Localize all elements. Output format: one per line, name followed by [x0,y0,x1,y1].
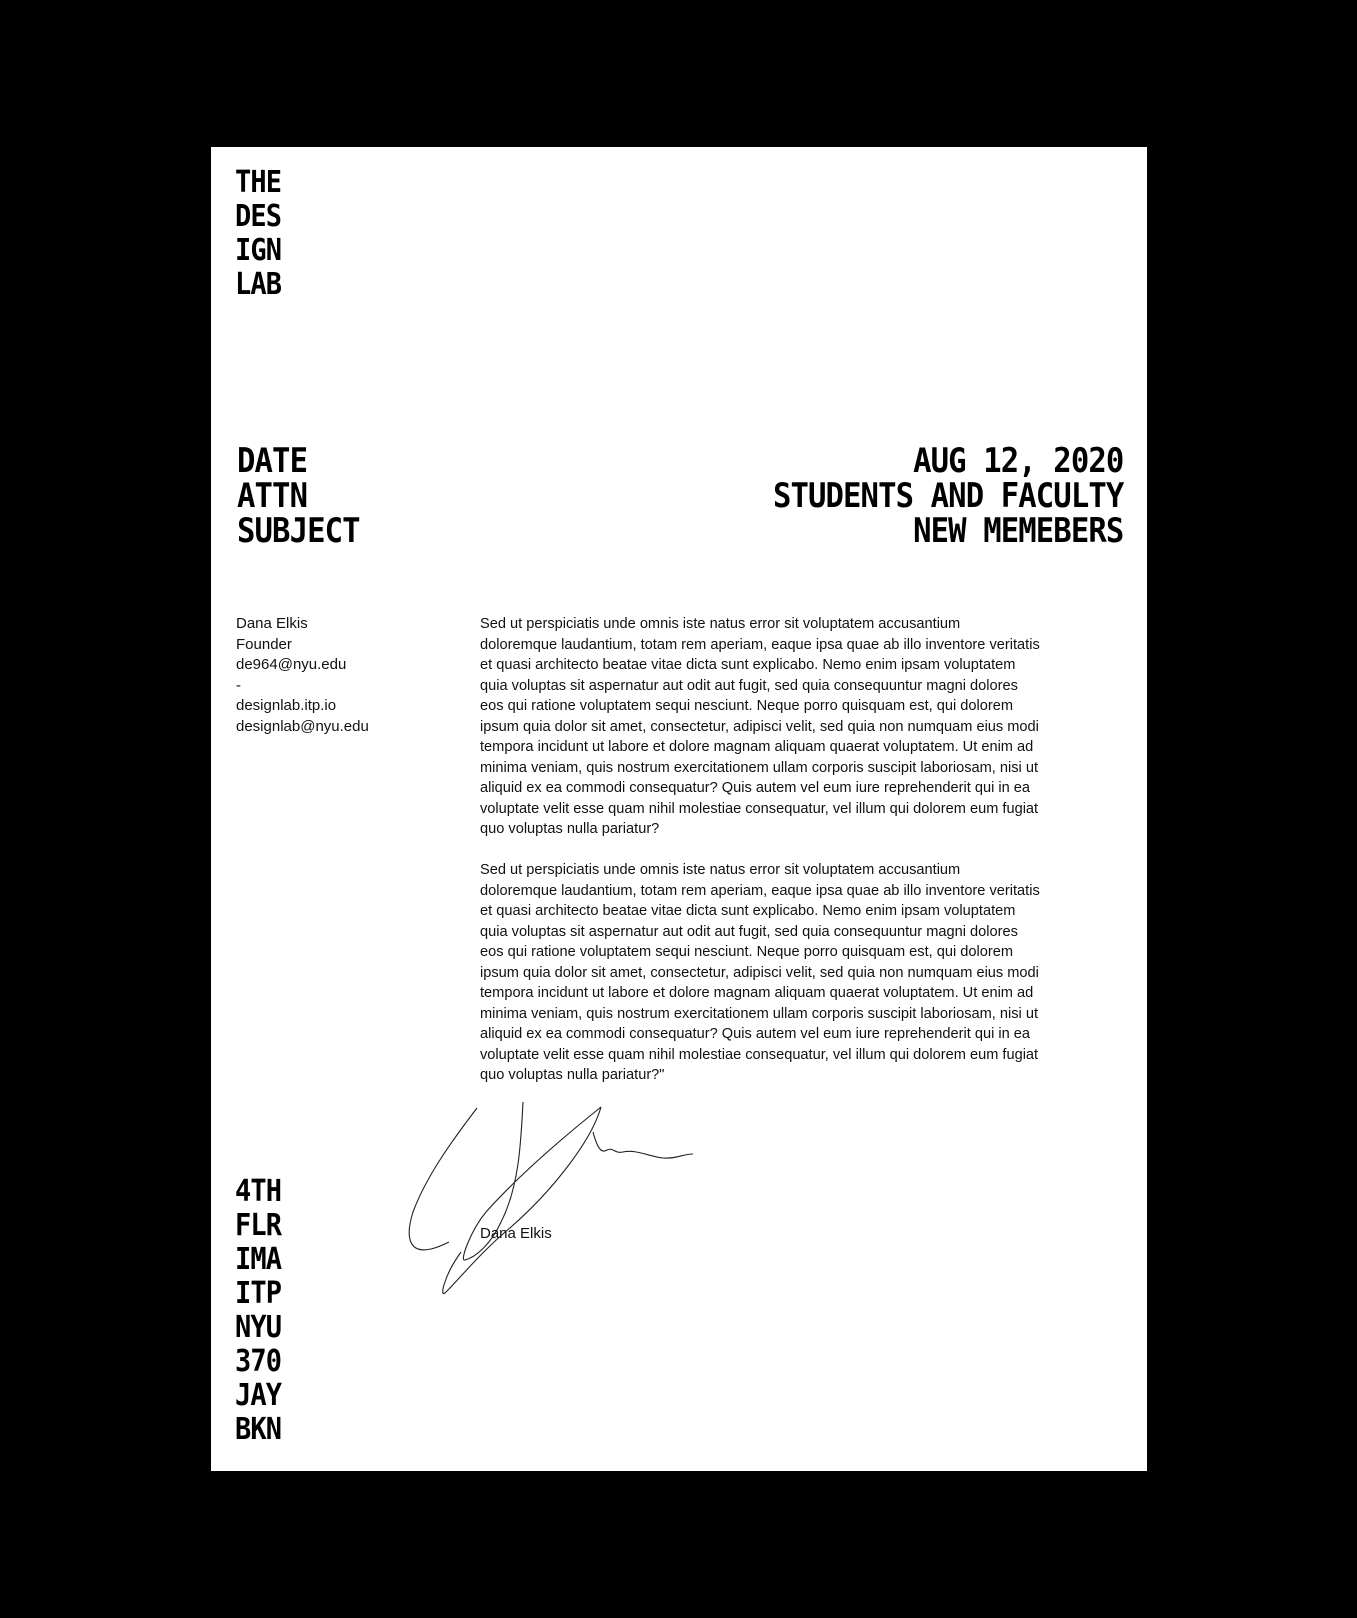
lab-email: designlab@nyu.edu [236,717,369,735]
address-line: FLR [235,1208,282,1243]
address-line: NYU [235,1310,282,1345]
address-line: 370 [235,1344,282,1379]
contact-separator: - [236,676,241,694]
address-line: BKN [235,1412,282,1447]
header-field-labels [237,441,360,551]
sender-name: Dana Elkis [236,615,308,632]
logo-line: LAB [235,267,282,302]
subject-value: NEW MEMEBERS [912,511,1123,551]
lab-website: designlab.itp.io [236,697,337,714]
address-line: 4TH [235,1174,282,1209]
date-label: DATE [237,441,308,481]
attn-value: STUDENTS AND FACULTY [772,476,1123,516]
logo-line: DES [235,199,282,234]
date-value: AUG 12, 2020 [912,441,1123,481]
address-block [235,1175,281,1447]
logo-line: THE [235,165,282,200]
attn-label: ATTN [237,476,308,516]
letter-body [480,614,1040,1106]
letterhead-page [211,147,1147,1471]
address-line: ITP [235,1276,282,1311]
subject-label: SUBJECT [237,511,360,551]
signer-name: Dana Elkis [480,1225,552,1242]
handwritten-signature-icon [401,1102,711,1302]
letter-paragraph: Sed ut perspiciatis unde omnis iste natus error sit voluptatem accusantium doloremque laudantium, totam rem aperiam, eaque ipsa quae ab illo inventore veritatis et quasi architecto beatae vitae dicta sunt explicabo. Nemo enim ipsam voluptatem quia voluptas sit aspernatur aut odit aut fugit, sed quia consequuntur magni dolores eos qui ratione voluptatem sequi nesciunt. Neque porro quisquam est, qui dolorem ipsum quia dolor sit amet, consectetur, adipisci velit, sed quia non numquam eius modi tempora incidunt ut labore et dolore magnam aliquam quaerat voluptatem. Ut enim ad minima veniam, quis nostrum exercitationem ullam corporis suscipit laboriosam, nisi ut aliquid ex ea commodi consequatur? Quis autem vel eum iure reprehenderit qui in ea voluptate velit esse quam nihil molestiae consequatur, vel illum qui dolorem eum fugiat quo voluptas nulla pariatur? [480,616,1040,837]
sender-title: Founder [236,635,292,653]
letter-paragraph: Sed ut perspiciatis unde omnis iste natus error sit voluptatem accusantium doloremque laudantium, totam rem aperiam, eaque ipsa quae ab illo inventore veritatis et quasi architecto beatae vitae dicta sunt explicabo. Nemo enim ipsam voluptatem quia voluptas sit aspernatur aut odit aut fugit, sed quia consequuntur magni dolores eos qui ratione voluptatem sequi nesciunt. Neque porro quisquam est, qui dolorem ipsum quia dolor sit amet, consectetur, adipisci velit, sed quia non numquam eius modi tempora incidunt ut labore et dolore magnam aliquam quaerat voluptatem. Ut enim ad minima veniam, quis nostrum exercitationem ullam corporis suscipit laboriosam, nisi ut aliquid ex ea commodi consequatur? Quis autem vel eum iure reprehenderit qui in ea voluptate velit esse quam nihil molestiae consequatur, vel illum qui dolorem eum fugiat quo voluptas nulla pariatur?" [480,862,1040,1083]
header-field-values [772,441,1123,551]
address-line: JAY [235,1378,282,1413]
address-line: IMA [235,1242,282,1277]
design-lab-logo [235,166,281,302]
sender-email: de964@nyu.edu [236,656,347,673]
sender-contact-block [236,614,369,737]
logo-line: IGN [235,233,282,268]
